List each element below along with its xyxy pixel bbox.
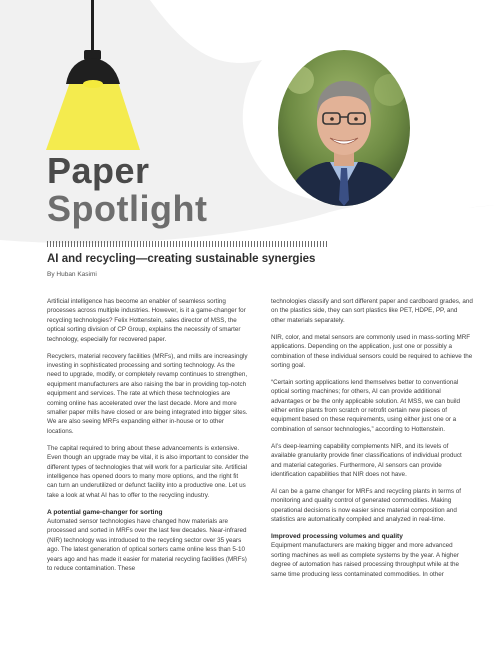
article-paragraph: Automated sensor technologies have changed how materials are processed and sorted in MRFs over the last few decades. Near-infrared (NIR) technology was introduced to the recycling sector over 35 years ago. The latest generation of optical sorters came online less than 5-10 years ago and has made it easier for material recycling facilities (MRFs) to reduce contamination. These (47, 518, 247, 573)
article-subheading: Improved processing volumes and quality (271, 533, 403, 541)
article-subheading: A potential game-changer for sorting (47, 508, 163, 516)
article-paragraph: technologies classify and sort different paper and cardboard grades, and on the plastics side, they can sort plastics like PET, HDPE, PP, and other materials separately. (271, 298, 473, 324)
article-paragraph: AI’s deep-learning capability complements NIR, and its levels of available granularity provide finer classifications of individual product and material categories. Furthermore, AI sensors can provide identification capabilities that NIR does not have. (271, 442, 462, 478)
portrait-photo (278, 50, 410, 206)
article-paragraph: NIR, color, and metal sensors are commonly used in mass-sorting MRF applications. Depending on the application, just one or possibly a combination of these individual sensors could be required to achieve the sorting goal. (271, 333, 473, 369)
article-column-left (47, 297, 249, 581)
dotted-divider (47, 241, 327, 247)
article-paragraph: AI can be a game changer for MRFs and recycling plants in terms of monitoring and quality control of generated commodities. Making operational decisions is now easier since material composition and statistics are automatically compiled and analyzed in real-time. (271, 487, 462, 524)
article-paragraph: Artificial intelligence has become an enabler of seamless sorting processes across multiple industries. However, is it a game-changer for recycling technologies? Felix Hottenstein, sales director of MSS, the optical sorting division of CP Group, explains the necessity of smarter technology, especially for recovered paper. (47, 298, 246, 343)
article-headline: AI and recycling—creating sustainable synergies (47, 253, 316, 265)
article-paragraph: The capital required to bring about these advancements is extensive. Even though an upgrade may be vital, it is also important to consider the different types of technologies that will work for a particular site. Artificial intelligence has opened doors to many more options, and the right fit can turn an underutilized or defunct facility into a productive one. Let us take a look at what AI has to offer to the recycling industry. (47, 444, 249, 499)
lamp-icon (0, 0, 160, 160)
article-paragraph: Equipment manufacturers are making bigger and more advanced sorting machines as well as complete systems by the year. A higher degree of automation has raised processing throughput while at the same time producing less contaminated commodities. In other (271, 542, 459, 578)
title-line-1: Paper (47, 150, 150, 191)
article-paragraph: Recyclers, material recovery facilities (MRFs), and mills are increasingly investing in sophisticated processing and sorting technology. As the need to upgrade, modify, or completely revamp continues to strengthen, equipment manufacturers are also raising the bar in providing top-notch equipment and services. The rate at which these technologies are coming online has accelerated over the last decade. More and more smaller paper mills have closed or are being integrated into bigger sites. We are also seeing MRFs expanding either in-house or to other locations. (47, 352, 248, 435)
section-title (47, 152, 207, 228)
article-byline: By Huban Kasimi (47, 271, 97, 278)
article-column-right (271, 297, 473, 587)
article-paragraph: “Certain sorting applications lend themselves better to conventional optical sorting machines; for others, AI can provide additional advantages or be the only applicable solution. At MSS, we can build either entire plants from scratch or retrofit certain new pieces of equipment based on these requirements, using either just one or a combination of sensor technologies,” according to Hottenstein. (271, 378, 461, 433)
title-line-2: Spotlight (47, 188, 208, 229)
